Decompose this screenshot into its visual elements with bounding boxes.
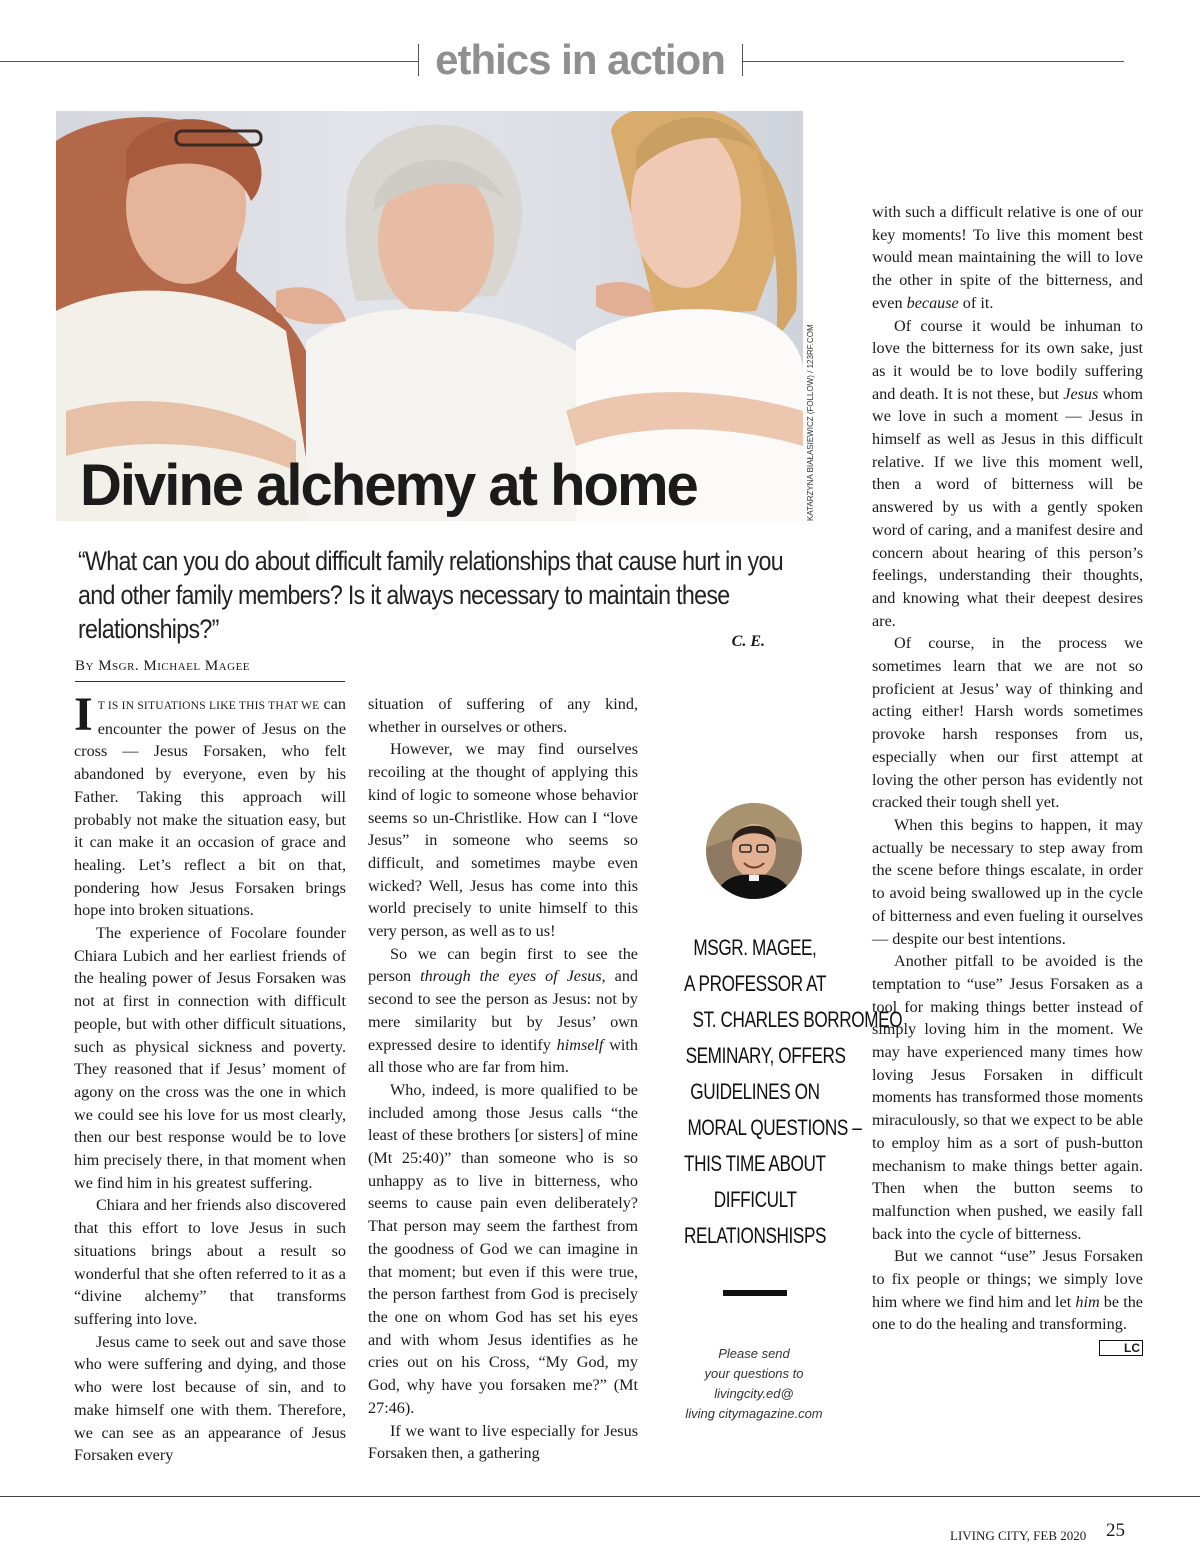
page-number: 25 (1106, 1520, 1125, 1541)
paragraph-text: with all those who are far from him. (368, 1035, 639, 1077)
article-paragraph (872, 315, 1143, 633)
article-paragraph (872, 1245, 1143, 1356)
article-column-3 (872, 201, 1143, 1356)
drop-cap: I (74, 688, 93, 741)
contact-note (664, 1344, 844, 1424)
article-paragraph: When this begins to happen, it may actually be necessary to step away from the scene before things escalate, in order to avoid being swallowed up in the cycle of bitterness and even fueling it ourselves — despite our best intentions. (872, 815, 1143, 948)
paragraph-text: Of course it would be inhuman to love the bitterness for its own sake, just as it would be to love bodily suffering and death. It is not these, but (872, 316, 1143, 403)
sidebar-line: ST. CHARLES BORROMEO (692, 1007, 903, 1032)
sidebar-line: GUIDELINES ON (690, 1079, 820, 1104)
article-paragraph: Of course, in the process we sometimes learn that we are not so proficient at Jesus’ way of thinking and acting either! Harsh words sometimes provoke harsh responses from us, especially when our first attempt at loving the other person has evidently not cracked their tough shell yet. (872, 634, 1143, 812)
article-paragraph (74, 688, 347, 922)
article-paragraph: If we want to live especially for Jesus Forsaken then, a gathering (368, 1421, 638, 1463)
article-paragraph (872, 201, 1143, 315)
paragraph-text: with such a difficult relative is one of our key moments! To live this moment best would mean maintaining the will to love the other in spite of the bitterness, and even (872, 203, 1143, 312)
author-portrait-illustration (706, 803, 802, 899)
sidebar-line: THIS TIME ABOUT (684, 1151, 826, 1176)
article-paragraph: The experience of Focolare founder Chiara Lubich and her earliest friends of the healing power of Jesus Forsaken was not at first in connection with difficult people, but with other difficult situations, such as physical sickness and poverty. They reasoned that if Jesus’ moment of agony on the cross was the one in which we could see his love for us most clearly, then our best response would be to love him precisely there, in that moment when we find him in his greatest suffering. (74, 924, 346, 1192)
question-author: C. E. (731, 633, 765, 650)
article-paragraph: Another pitfall to be avoided is the temptation to “use” Jesus Forsaken as a tool for making things better instead of simply loving him in the moment. We may have experienced many times how loving Jesus Forsaken in difficult moments has transformed those moments miraculously, so that we expect to be able to employ him as a sort of push-button mechanism to make things better again. Then when the button seems to malfunction when pushed, we easily fall back into the cycle of bitterness. (872, 952, 1143, 1243)
sidebar-divider (723, 1290, 787, 1296)
emphasis-text: himself (556, 1035, 604, 1054)
paragraph-text: whom we love in such a moment — Jesus in himself as well as Jesus in this difficult relative. If we live this moment well, then a word of bitterness will be answered by us with a gently spoken word of caring, and a manifest desire and concern about hearing of this person’s feelings, understanding their thoughts, and knowing what their deepest desires are. (872, 384, 1143, 630)
contact-line: Please send (718, 1346, 790, 1361)
sidebar-line: DIFFICULT (713, 1187, 797, 1212)
section-title: ethics in action (435, 36, 725, 83)
article-paragraph: situation of suffering of any kind, whether in ourselves or others. (368, 695, 638, 736)
lead-in-smallcaps: T IS IN SITUATIONS LIKE THIS THAT WE (97, 700, 320, 712)
paragraph-text: be the one to do the healing and transforming. (872, 1292, 1143, 1334)
section-rule-left (0, 61, 418, 62)
paragraph-text: So we can begin first to see the person (368, 944, 638, 986)
end-mark-icon: LC (1099, 1340, 1143, 1356)
paragraph-text: , and second to see the person as Jesus: not by mere similarity but by Jesus’ own expressed desire to identify (368, 967, 639, 1054)
article-column-1 (74, 688, 347, 1467)
emphasis-text: through the eyes of Jesus (420, 967, 602, 986)
paragraph-text: of it. (958, 293, 994, 312)
sidebar-line: MSGR. MAGEE, (693, 935, 817, 960)
footer-rule (0, 1496, 1200, 1497)
reader-question: “What can you do about difficult family relationships that cause hurt in you and other family members? Is it always necessary to maintain these relationships?” (78, 546, 783, 644)
byline-rule (75, 681, 345, 682)
sidebar-line: MORAL QUESTIONS – (687, 1115, 862, 1140)
contact-email-line[interactable]: livingcity.ed@ (714, 1386, 794, 1401)
sidebar-line: SEMINARY, OFFERS (685, 1043, 846, 1068)
sidebar-blurb (663, 930, 903, 1254)
article-paragraph: Jesus came to seek out and save those who were suffering and dying, and those who were lost because of sin, and to make himself one with them. Therefore, we can see as an appearance of Jesus Forsaken every (74, 1332, 346, 1465)
headline: Divine alchemy at home (80, 453, 697, 518)
sidebar-line: A PROFESSOR AT (683, 971, 827, 996)
section-tick-left (418, 44, 419, 76)
byline: By Msgr. Michael Magee (75, 658, 251, 674)
footer-publication: LIVING CITY, FEB 2020 (950, 1528, 1087, 1543)
article-paragraph: Who, indeed, is more qualified to be included among those Jesus calls “the least of these brothers [or sisters] of mine (Mt 25:40)” than someone who is so unhappy as to live in bitterness, who seems to cause pain even deliberately? That person may seem the farthest from the goodness of God we can imagine in that moment; but even if this were true, the person farthest from God is precisely the one on whom God has set his eyes and with whom Jesus identifies as he cries out on his Cross, “My God, my God, why have you forsaken me?” (Mt 27:46). (368, 1080, 638, 1417)
emphasis-text: him (1075, 1292, 1100, 1311)
paragraph-text: can encounter the power of Jesus on the cross — Jesus Forsaken, who felt abandoned by everyone, even by his Father. Taking this approach will probably not make the situation easy, but it can make it an occasion of grace and healing. Let’s reflect a bit on that, pondering how Jesus Forsaken brings hope into broken situations. (74, 695, 347, 920)
article-column-2 (368, 693, 638, 1465)
sidebar-line: RELATIONSHISPS (683, 1223, 827, 1248)
emphasis-text: Jesus (1063, 384, 1099, 403)
emphasis-text: because (906, 293, 959, 312)
author-portrait (706, 803, 802, 899)
section-rule-right (742, 61, 1124, 62)
paragraph-text: But we cannot “use” Jesus Forsaken to fix people or things; we simply love him where we find him and let (872, 1247, 1143, 1311)
article-paragraph (368, 943, 638, 1079)
contact-email-line[interactable]: living citymagazine.com (685, 1406, 823, 1421)
article-paragraph: Chiara and her friends also discovered that this effort to love Jesus in such situations brings about a result so wonderful that she often referred to it as a “divine alchemy” that transforms suffering into love. (74, 1196, 346, 1328)
section-tick-right (742, 44, 743, 76)
contact-line: your questions to (704, 1366, 804, 1381)
article-paragraph: However, we may find ourselves recoiling at the thought of applying this kind of logic to someone whose behavior seems so un-Christlike. How can I “love Jesus” in someone who seems so difficult, and sometimes maybe even wicked? Well, Jesus has come into this world precisely to unite himself to this very person, as well as to us! (368, 740, 638, 941)
photo-credit: KATARZYNA BIAŁASIEWICZ (FOLLOW) / 123RF.COM (806, 324, 815, 521)
